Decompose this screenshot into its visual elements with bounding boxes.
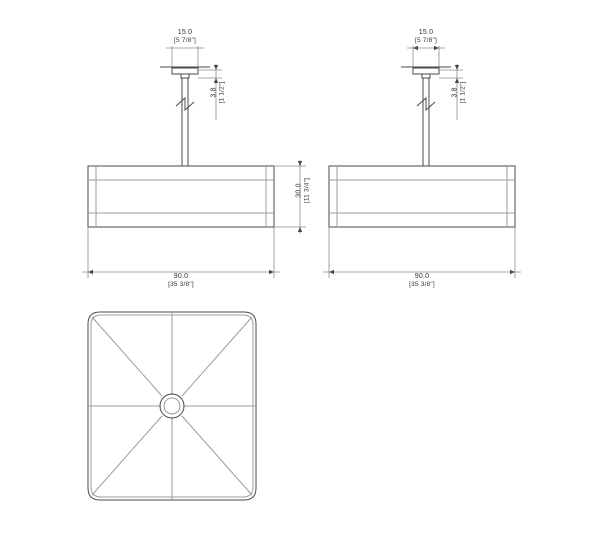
side-stem-height-dimension bbox=[451, 71, 468, 115]
side-shade-width-metric: 90.0 bbox=[414, 273, 430, 280]
plan-view-geometry bbox=[60, 300, 360, 540]
front-elevation-geometry bbox=[0, 0, 300, 300]
front-canopy-width-imperial: [5 7/8"] bbox=[174, 37, 196, 44]
side-stem-height-metric: 3.8 bbox=[451, 87, 459, 98]
front-canopy-width-metric: 15.0 bbox=[177, 29, 193, 36]
front-shade-width-metric: 90.0 bbox=[173, 273, 189, 280]
side-shade-width-imperial: [35 3/8"] bbox=[409, 281, 435, 288]
front-stem-height-metric: 3.8 bbox=[210, 87, 218, 98]
front-shade-width-dimension bbox=[146, 272, 216, 289]
front-stem-height-dimension bbox=[210, 71, 227, 115]
overall-height-imperial: [11 3/4"] bbox=[303, 177, 311, 204]
front-stem-height-imperial: [1 1/2"] bbox=[218, 81, 226, 104]
side-elevation-geometry bbox=[300, 0, 600, 300]
side-canopy-width-metric: 15.0 bbox=[418, 29, 434, 36]
side-canopy-width-imperial: [5 7/8"] bbox=[415, 37, 437, 44]
side-stem-height-imperial: [1 1/2"] bbox=[459, 81, 467, 104]
side-shade-width-dimension bbox=[387, 272, 457, 289]
front-shade-width-imperial: [35 3/8"] bbox=[168, 281, 194, 288]
overall-height-metric: 30.0 bbox=[295, 183, 303, 198]
